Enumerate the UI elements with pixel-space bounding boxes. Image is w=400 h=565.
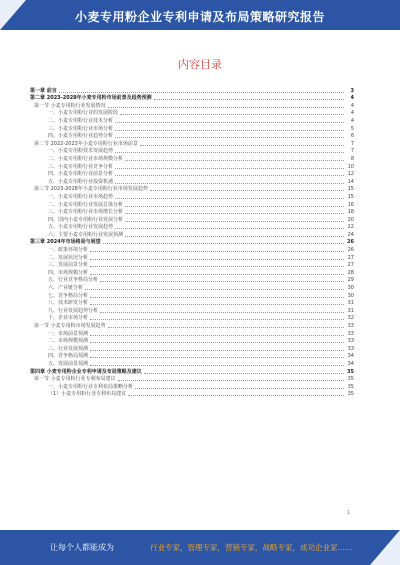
toc-entry[interactable] xyxy=(30,223,354,231)
toc-title: 内容目录 xyxy=(178,58,222,71)
toc-entry-label: 第一节 小麦专用粉市场发展趋势 xyxy=(34,323,106,329)
toc-entry[interactable] xyxy=(30,375,354,383)
footer-slogan: 让每个人都能成为 xyxy=(50,543,114,552)
toc-entry[interactable] xyxy=(30,124,354,132)
toc-entry-label: 三、小麦专用粉行业市场分析 xyxy=(48,125,114,132)
toc-leader-dots xyxy=(90,259,344,260)
toc-leader-dots xyxy=(115,168,344,169)
toc-entry[interactable] xyxy=(30,154,354,162)
toc-leader-dots xyxy=(115,130,344,131)
toc-entry[interactable] xyxy=(30,230,354,238)
toc-entry-label: 六、主要小麦专用粉行业发展预测 xyxy=(48,231,124,238)
toc-entry-label: 第一节 小麦专用粉行业发展情况 xyxy=(34,102,106,109)
toc-leader-dots xyxy=(125,206,344,207)
toc-leader-dots xyxy=(108,107,344,108)
toc-entry-label: 第一章 前言 xyxy=(30,87,57,94)
toc-entry[interactable] xyxy=(30,359,354,367)
toc-entry-label: 第二节 2022-2023年小麦专用粉行业市场前景 xyxy=(34,140,138,147)
toc-leader-dots xyxy=(135,388,344,389)
toc-leader-dots xyxy=(140,145,344,146)
toc-entry-label: 一、小麦专用粉技术发展趋势 xyxy=(48,148,114,155)
toc-leader-dots xyxy=(115,183,344,184)
toc-entry[interactable] xyxy=(30,94,354,102)
toc-entry-page: 33 xyxy=(347,345,354,352)
toc-entry[interactable] xyxy=(30,170,354,178)
toc-entry-page: 33 xyxy=(347,330,354,337)
toc-entry-page: 4 xyxy=(350,102,354,109)
toc-entry[interactable] xyxy=(30,261,354,269)
toc-entry-label: 四、市场规模分析 xyxy=(48,269,89,276)
toc-entry[interactable] xyxy=(30,109,354,117)
toc-leader-dots xyxy=(90,319,344,320)
toc-entry-page: 15 xyxy=(347,193,354,200)
toc-leader-dots xyxy=(90,297,344,298)
toc-entry[interactable] xyxy=(30,268,354,276)
toc-entry-label: 二、小麦专用粉行业市场规模分析 xyxy=(48,155,124,162)
toc-entry[interactable] xyxy=(30,215,354,223)
toc-entry-page: 26 xyxy=(347,239,354,246)
toc-entry-page: 4 xyxy=(350,110,354,117)
toc-leader-dots xyxy=(154,99,344,100)
toc-entry-page: 30 xyxy=(347,292,354,299)
toc-entry-label: 四、小麦专用粉行业趋势分析 xyxy=(48,133,114,140)
toc-entry-label: 五、行业竞争格局分析 xyxy=(48,277,99,284)
toc-entry-label: 三、行业发展预测 xyxy=(48,345,89,352)
toc-entry-page: 3 xyxy=(350,87,354,94)
toc-leader-dots xyxy=(100,312,344,313)
toc-entry-label: 二、市场规模预测 xyxy=(48,338,89,345)
toc-leader-dots xyxy=(90,335,344,336)
toc-entry[interactable] xyxy=(30,208,354,216)
page-number: 1 xyxy=(346,510,350,516)
toc-entry-page: 31 xyxy=(347,307,354,314)
toc-leader-dots xyxy=(115,137,344,138)
toc-entry-page: 12 xyxy=(347,171,354,178)
toc-entry-label: 四、小麦专用粉行业前景分析 xyxy=(48,171,114,178)
toc-entry[interactable] xyxy=(30,306,354,314)
toc-leader-dots xyxy=(115,228,344,229)
toc-leader-dots xyxy=(103,243,344,244)
toc-leader-dots xyxy=(85,289,344,290)
toc-entry-label: 五、小麦专用粉行业投资机遇 xyxy=(48,178,114,185)
toc-entry[interactable] xyxy=(30,299,354,307)
toc-entry[interactable] xyxy=(30,314,354,322)
toc-leader-dots xyxy=(150,190,344,191)
toc-entry-label: 第四章 小麦专用粉企业专利申请及布局策略及建议 xyxy=(30,368,142,375)
toc-entry[interactable] xyxy=(30,276,354,284)
toc-leader-dots xyxy=(108,327,344,328)
toc-leader-dots xyxy=(125,160,344,161)
toc-entry-page: 7 xyxy=(350,148,354,155)
toc-entry[interactable] xyxy=(30,192,354,200)
toc-entry[interactable] xyxy=(30,185,354,193)
toc-entry-label: 第三章 2024年市场格局与展望 xyxy=(30,239,101,246)
toc-entry-page: 14 xyxy=(347,178,354,185)
toc-leader-dots xyxy=(90,266,344,267)
toc-entry-label: 一、小麦专用粉行业市场趋势 xyxy=(48,193,114,200)
toc-entry-page: 34 xyxy=(347,360,354,367)
toc-entry-label: 三、小麦专用粉行业竞争分析 xyxy=(48,163,114,170)
report-title: 小麦专用粉企业专利申请及布局策略研究报告 xyxy=(74,10,325,24)
toc-entry-label: 一、小麦专用粉行业的发展阶段 xyxy=(48,110,119,117)
toc-entry[interactable] xyxy=(30,139,354,147)
toc-entry[interactable] xyxy=(30,86,354,94)
toc-entry-page: 5 xyxy=(350,125,354,132)
toc-leader-dots xyxy=(90,350,344,351)
toc-entry-label: 九、行业发展趋势分析 xyxy=(48,307,99,314)
toc-leader-dots xyxy=(128,395,344,396)
toc-leader-dots xyxy=(125,213,344,214)
toc-leader-dots xyxy=(144,373,344,374)
toc-entry-page: 27 xyxy=(347,262,354,269)
toc-entry-label: 二、小麦专用粉行业发展总体分析 xyxy=(48,201,124,208)
toc-entry[interactable] xyxy=(30,390,354,398)
toc-entry-label: 六、产业链分析 xyxy=(48,285,84,292)
page-footer xyxy=(0,530,400,565)
toc-entry-page: 24 xyxy=(347,231,354,238)
toc-entry-page: 35 xyxy=(347,391,354,398)
toc-entry[interactable] xyxy=(30,382,354,390)
toc-entry-page: 6 xyxy=(350,133,354,140)
toc-leader-dots xyxy=(90,342,344,343)
toc-entry-page: 8 xyxy=(350,155,354,162)
toc-entry-page: 35 xyxy=(347,383,354,390)
toc-entry-page: 20 xyxy=(347,216,354,223)
toc-entry[interactable] xyxy=(30,344,354,352)
toc-entry-page: 26 xyxy=(347,247,354,254)
toc-entry-page: 33 xyxy=(347,338,354,345)
toc-entry-label: 二、小麦专用粉行业技术分析 xyxy=(48,117,114,124)
toc-entry-page: 32 xyxy=(347,315,354,322)
toc-entry-label: 三、小麦专用粉行业市场增长分析 xyxy=(48,209,124,216)
toc-entry-page: 15 xyxy=(347,186,354,193)
toc-entry-page: 29 xyxy=(347,277,354,284)
toc-entry-label: 第二章 2023-2028年小麦专用粉市场前景及趋势预测 xyxy=(30,95,152,102)
toc-leader-dots xyxy=(90,365,344,366)
toc-entry-label: 二、发展状况分析 xyxy=(48,254,89,261)
toc-entry-page: 7 xyxy=(350,140,354,147)
toc-entry[interactable] xyxy=(30,283,354,291)
toc-entry-label: 一、政策环境分析 xyxy=(48,247,89,254)
toc-entry-label: 八、技术研发分析 xyxy=(48,300,89,307)
footer-tagline: 行业专家，管理专家，营销专家，战略专家，成功企业家…… xyxy=(150,543,353,552)
toc-entry[interactable] xyxy=(30,177,354,185)
toc-entry[interactable] xyxy=(30,321,354,329)
toc-entry-page: 28 xyxy=(347,269,354,276)
toc-leader-dots xyxy=(118,380,344,381)
toc-entry-label: 五、发展前景预测 xyxy=(48,360,89,367)
toc-entry[interactable] xyxy=(30,367,354,375)
toc-leader-dots xyxy=(90,357,344,358)
toc-entry[interactable] xyxy=(30,132,354,140)
toc-entry-label: 一、小麦专用粉行业专利布局策略分析 xyxy=(48,383,134,390)
toc-entry-label: 四、国内小麦专用粉行业发展分析 xyxy=(48,216,124,223)
toc-entry-page: 35 xyxy=(347,376,354,383)
toc-entry[interactable] xyxy=(30,101,354,109)
toc-entry-page: 30 xyxy=(347,285,354,292)
page-header xyxy=(0,0,400,30)
toc-leader-dots xyxy=(125,236,344,237)
toc-entry[interactable] xyxy=(30,162,354,170)
toc-entry[interactable] xyxy=(30,245,354,253)
toc-entry-page: 18 xyxy=(347,209,354,216)
toc-leader-dots xyxy=(115,198,344,199)
toc-entry-page: 33 xyxy=(347,323,354,329)
toc-entry-label: 一、市场前景预测 xyxy=(48,330,89,337)
toc-entry-label: （1）小麦专用粉行业专利布局建议 xyxy=(48,391,127,398)
toc-entry-page: 10 xyxy=(347,163,354,170)
toc-entry[interactable] xyxy=(30,116,354,124)
toc-entry[interactable] xyxy=(30,352,354,360)
toc-leader-dots xyxy=(90,274,344,275)
toc-leader-dots xyxy=(115,175,344,176)
toc-entry-label: 五、小麦专用粉行业发展趋势 xyxy=(48,224,114,231)
toc-leader-dots xyxy=(100,281,344,282)
toc-entry-label: 第一节 小麦专用粉行业专利布局建议 xyxy=(34,376,116,383)
toc-leader-dots xyxy=(115,152,344,153)
toc-entry-label: 十、企业市场分析 xyxy=(48,315,89,322)
toc-entry-page: 4 xyxy=(350,117,354,124)
toc-entry[interactable] xyxy=(30,238,354,246)
toc-entry-page: 16 xyxy=(347,201,354,208)
toc-entry-label: 三、发展前景分析 xyxy=(48,262,89,269)
table-of-contents xyxy=(30,86,354,397)
toc-entry[interactable] xyxy=(30,329,354,337)
toc-leader-dots xyxy=(115,122,344,123)
toc-entry[interactable] xyxy=(30,291,354,299)
footer-corner-decoration xyxy=(370,530,400,565)
toc-entry-page: 4 xyxy=(350,95,354,102)
toc-leader-dots xyxy=(59,92,344,93)
toc-entry[interactable] xyxy=(30,253,354,261)
toc-entry-label: 第三节 2023-2028年小麦专用粉行业市场发展趋势 xyxy=(34,186,148,193)
toc-entry-page: 22 xyxy=(347,224,354,231)
toc-entry[interactable] xyxy=(30,337,354,345)
toc-entry-page: 34 xyxy=(347,353,354,360)
toc-entry[interactable] xyxy=(30,147,354,155)
toc-entry-label: 四、竞争格局预测 xyxy=(48,353,89,360)
toc-entry-page: 27 xyxy=(347,254,354,261)
toc-leader-dots xyxy=(90,304,344,305)
toc-entry-page: 35 xyxy=(347,368,354,375)
toc-leader-dots xyxy=(120,114,344,115)
toc-entry[interactable] xyxy=(30,200,354,208)
toc-entry-label: 七、竞争格局分析 xyxy=(48,292,89,299)
toc-leader-dots xyxy=(125,221,344,222)
toc-entry-page: 31 xyxy=(347,300,354,307)
toc-leader-dots xyxy=(90,251,344,252)
